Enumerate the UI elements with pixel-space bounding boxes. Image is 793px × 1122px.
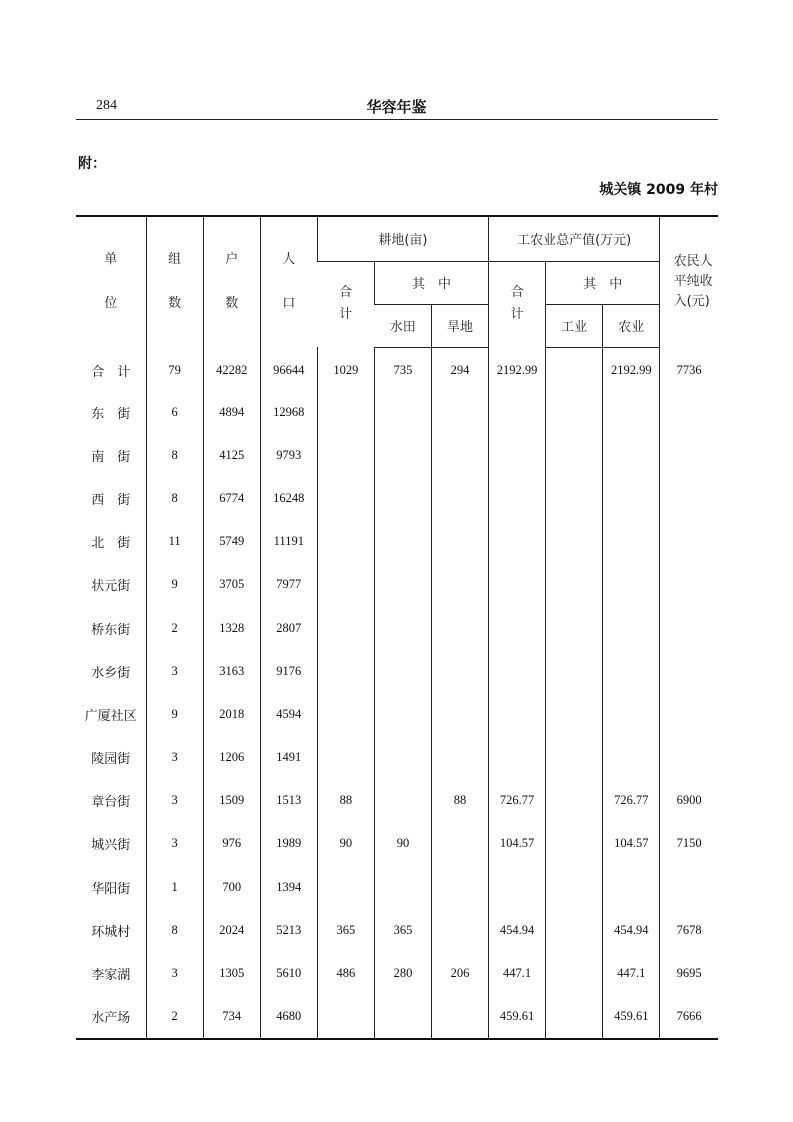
cell-output-total: 104.57 — [489, 822, 546, 865]
cell-population: 12968 — [260, 391, 317, 434]
cell-households: 4894 — [203, 391, 260, 434]
cell-income — [660, 866, 718, 909]
cell-name: 环城村 — [91, 924, 131, 940]
cell-paddy — [374, 693, 431, 736]
cell-farmland-total — [317, 995, 374, 1039]
header-households: 户 数 — [203, 216, 260, 347]
cell-paddy — [374, 606, 431, 649]
cell-dryland — [431, 995, 488, 1039]
cell-population: 9176 — [260, 650, 317, 693]
village-statistics-table — [76, 215, 718, 1040]
cell-income — [660, 693, 718, 736]
cell-farmland-total: 90 — [317, 822, 374, 865]
cell-industry — [546, 650, 603, 693]
cell-paddy — [374, 866, 431, 909]
cell-income: 7150 — [660, 822, 718, 865]
cell-name: 状元街 — [91, 579, 131, 595]
header-rule — [76, 119, 718, 120]
cell-industry — [546, 822, 603, 865]
header-output-of-which: 其 中 — [546, 261, 660, 304]
cell-income — [660, 434, 718, 477]
cell-paddy: 90 — [374, 822, 431, 865]
table-row — [76, 736, 718, 779]
header-output: 工农业总产值(万元) — [489, 216, 660, 261]
cell-groups: 1 — [146, 866, 203, 909]
cell-paddy: 735 — [374, 347, 431, 391]
cell-name: 水乡街 — [91, 665, 131, 681]
table-row — [76, 563, 718, 606]
table-row — [76, 606, 718, 649]
cell-dryland: 88 — [431, 779, 488, 822]
header-farmland-total: 合 计 — [339, 285, 353, 323]
cell-dryland — [431, 563, 488, 606]
cell-output-total: 726.77 — [489, 779, 546, 822]
cell-paddy — [374, 995, 431, 1039]
cell-income — [660, 391, 718, 434]
cell-paddy: 365 — [374, 909, 431, 952]
cell-population: 1394 — [260, 866, 317, 909]
cell-output-total — [489, 866, 546, 909]
cell-name: 广厦社区 — [84, 708, 137, 724]
cell-name: 合 计 — [91, 364, 131, 380]
cell-paddy — [374, 736, 431, 779]
header-farmland-of-which: 其 中 — [374, 261, 488, 304]
cell-income: 7678 — [660, 909, 718, 952]
cell-paddy — [374, 520, 431, 563]
cell-paddy: 280 — [374, 952, 431, 995]
cell-farmland-total — [317, 736, 374, 779]
cell-industry — [546, 736, 603, 779]
table-body — [76, 347, 718, 1039]
cell-population: 11191 — [260, 520, 317, 563]
cell-population: 7977 — [260, 563, 317, 606]
cell-agriculture — [603, 434, 660, 477]
cell-output-total — [489, 736, 546, 779]
cell-industry — [546, 693, 603, 736]
header-industry: 工业 — [546, 304, 603, 347]
table-row — [76, 693, 718, 736]
cell-name: 桥东街 — [91, 622, 131, 638]
cell-name: 城兴街 — [91, 838, 131, 854]
cell-agriculture: 454.94 — [603, 909, 660, 952]
cell-output-total — [489, 563, 546, 606]
cell-name: 章台街 — [91, 795, 131, 811]
cell-dryland — [431, 434, 488, 477]
cell-industry — [546, 434, 603, 477]
cell-groups: 3 — [146, 822, 203, 865]
cell-output-total — [489, 650, 546, 693]
cell-paddy — [374, 650, 431, 693]
cell-name: 西 街 — [91, 492, 131, 508]
header-dryland: 旱地 — [431, 304, 488, 347]
cell-farmland-total — [317, 563, 374, 606]
cell-dryland — [431, 693, 488, 736]
cell-population: 16248 — [260, 477, 317, 520]
cell-households: 5749 — [203, 520, 260, 563]
cell-dryland — [431, 391, 488, 434]
cell-households: 3705 — [203, 563, 260, 606]
cell-output-total — [489, 477, 546, 520]
cell-groups: 2 — [146, 606, 203, 649]
table-row — [76, 995, 718, 1039]
cell-groups: 9 — [146, 563, 203, 606]
cell-industry — [546, 520, 603, 563]
table-row — [76, 477, 718, 520]
cell-farmland-total — [317, 693, 374, 736]
cell-groups: 8 — [146, 434, 203, 477]
cell-population: 5610 — [260, 952, 317, 995]
cell-agriculture: 459.61 — [603, 995, 660, 1039]
table-row — [76, 866, 718, 909]
cell-households: 976 — [203, 822, 260, 865]
cell-industry — [546, 477, 603, 520]
cell-output-total — [489, 606, 546, 649]
cell-income — [660, 477, 718, 520]
cell-industry — [546, 347, 603, 391]
cell-households: 4125 — [203, 434, 260, 477]
cell-households: 1206 — [203, 736, 260, 779]
cell-population: 1513 — [260, 779, 317, 822]
cell-agriculture — [603, 693, 660, 736]
cell-farmland-total: 486 — [317, 952, 374, 995]
cell-farmland-total: 1029 — [317, 347, 374, 391]
cell-income — [660, 520, 718, 563]
cell-agriculture — [603, 650, 660, 693]
cell-output-total — [489, 520, 546, 563]
table-row — [76, 434, 718, 477]
cell-population: 1491 — [260, 736, 317, 779]
cell-agriculture: 2192.99 — [603, 347, 660, 391]
cell-name: 东 街 — [91, 406, 131, 422]
cell-output-total — [489, 693, 546, 736]
cell-industry — [546, 995, 603, 1039]
cell-income — [660, 650, 718, 693]
cell-groups: 8 — [146, 477, 203, 520]
cell-agriculture — [603, 477, 660, 520]
cell-farmland-total — [317, 606, 374, 649]
cell-income: 9695 — [660, 952, 718, 995]
cell-dryland: 206 — [431, 952, 488, 995]
cell-agriculture: 104.57 — [603, 822, 660, 865]
cell-agriculture: 447.1 — [603, 952, 660, 995]
cell-dryland — [431, 822, 488, 865]
cell-groups: 3 — [146, 952, 203, 995]
header-groups: 组 数 — [146, 216, 203, 347]
book-title: 华容年鉴 — [366, 98, 427, 116]
header-income: 农民人 平纯收 入(元) — [660, 216, 718, 347]
cell-groups: 9 — [146, 693, 203, 736]
cell-output-total — [489, 391, 546, 434]
cell-dryland — [431, 736, 488, 779]
cell-name: 南 街 — [91, 449, 131, 465]
cell-agriculture — [603, 606, 660, 649]
table-header — [76, 216, 718, 347]
header-farmland: 耕地(亩) — [317, 216, 488, 261]
cell-output-total: 454.94 — [489, 909, 546, 952]
cell-industry — [546, 606, 603, 649]
cell-farmland-total: 365 — [317, 909, 374, 952]
table-row — [76, 520, 718, 563]
header-population: 人 口 — [260, 216, 317, 347]
header-agriculture: 农业 — [603, 304, 660, 347]
cell-groups: 6 — [146, 391, 203, 434]
cell-farmland-total — [317, 520, 374, 563]
cell-industry — [546, 779, 603, 822]
cell-population: 96644 — [260, 347, 317, 391]
cell-farmland-total — [317, 866, 374, 909]
cell-households: 6774 — [203, 477, 260, 520]
header-unit: 单 位 — [104, 252, 118, 311]
cell-dryland — [431, 520, 488, 563]
cell-name: 李家湖 — [91, 968, 131, 984]
cell-farmland-total — [317, 391, 374, 434]
cell-output-total — [489, 434, 546, 477]
cell-farmland-total — [317, 434, 374, 477]
cell-groups: 3 — [146, 650, 203, 693]
header-paddy: 水田 — [374, 304, 431, 347]
cell-households: 3163 — [203, 650, 260, 693]
cell-name: 水产场 — [91, 1011, 131, 1027]
cell-farmland-total — [317, 477, 374, 520]
cell-households: 1328 — [203, 606, 260, 649]
cell-dryland — [431, 477, 488, 520]
cell-households: 2018 — [203, 693, 260, 736]
cell-groups: 8 — [146, 909, 203, 952]
cell-paddy — [374, 779, 431, 822]
cell-population: 4594 — [260, 693, 317, 736]
cell-agriculture — [603, 520, 660, 563]
cell-households: 42282 — [203, 347, 260, 391]
cell-output-total: 2192.99 — [489, 347, 546, 391]
table-row — [76, 391, 718, 434]
cell-groups: 3 — [146, 736, 203, 779]
cell-industry — [546, 391, 603, 434]
cell-households: 1305 — [203, 952, 260, 995]
cell-paddy — [374, 434, 431, 477]
cell-paddy — [374, 391, 431, 434]
header-output-total: 合 计 — [489, 261, 546, 347]
cell-income — [660, 736, 718, 779]
table-row — [76, 822, 718, 865]
cell-population: 2807 — [260, 606, 317, 649]
cell-population: 4680 — [260, 995, 317, 1039]
cell-dryland — [431, 650, 488, 693]
cell-groups: 2 — [146, 995, 203, 1039]
cell-households: 2024 — [203, 909, 260, 952]
cell-households: 700 — [203, 866, 260, 909]
cell-name: 陵园街 — [91, 752, 131, 768]
cell-households: 1509 — [203, 779, 260, 822]
cell-population: 9793 — [260, 434, 317, 477]
cell-groups: 11 — [146, 520, 203, 563]
cell-agriculture — [603, 866, 660, 909]
cell-output-total: 447.1 — [489, 952, 546, 995]
cell-dryland — [431, 606, 488, 649]
cell-paddy — [374, 563, 431, 606]
cell-income: 6900 — [660, 779, 718, 822]
cell-income — [660, 606, 718, 649]
page-number: 284 — [96, 98, 117, 113]
table-row — [76, 650, 718, 693]
cell-agriculture: 726.77 — [603, 779, 660, 822]
cell-industry — [546, 952, 603, 995]
cell-dryland — [431, 909, 488, 952]
cell-households: 734 — [203, 995, 260, 1039]
cell-population: 5213 — [260, 909, 317, 952]
cell-industry — [546, 866, 603, 909]
cell-groups: 3 — [146, 779, 203, 822]
cell-agriculture — [603, 391, 660, 434]
cell-income — [660, 563, 718, 606]
cell-income: 7736 — [660, 347, 718, 391]
cell-agriculture — [603, 736, 660, 779]
cell-industry — [546, 909, 603, 952]
table-row — [76, 779, 718, 822]
cell-farmland-total — [317, 650, 374, 693]
cell-name: 北 街 — [91, 536, 131, 552]
cell-income: 7666 — [660, 995, 718, 1039]
cell-dryland: 294 — [431, 347, 488, 391]
table-row — [76, 909, 718, 952]
cell-dryland — [431, 866, 488, 909]
cell-agriculture — [603, 563, 660, 606]
table-row — [76, 952, 718, 995]
cell-groups: 79 — [146, 347, 203, 391]
appendix-label: 附： — [78, 156, 106, 172]
table-row — [76, 347, 718, 391]
table-caption: 城关镇 2009 年村 — [599, 182, 718, 198]
cell-paddy — [374, 477, 431, 520]
cell-farmland-total: 88 — [317, 779, 374, 822]
cell-name: 华阳街 — [91, 881, 131, 897]
cell-output-total: 459.61 — [489, 995, 546, 1039]
cell-industry — [546, 563, 603, 606]
cell-population: 1989 — [260, 822, 317, 865]
